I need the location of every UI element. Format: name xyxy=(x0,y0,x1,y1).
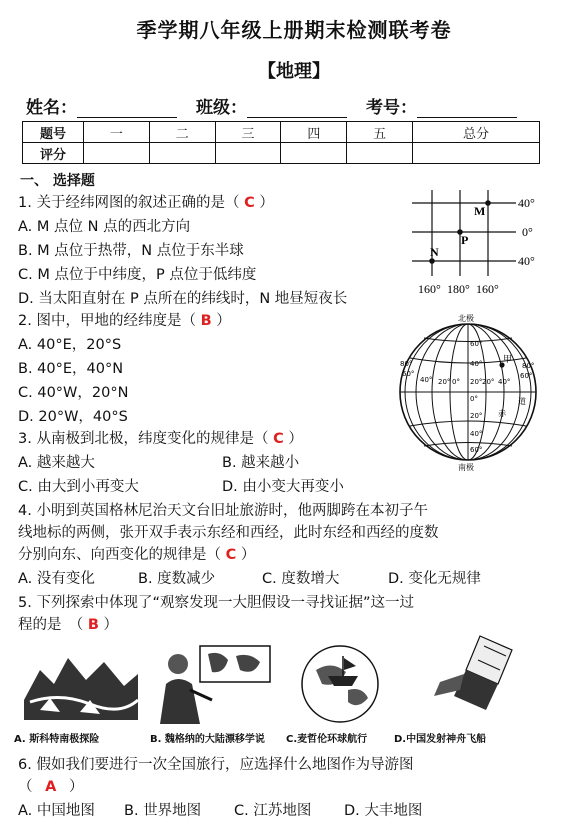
question-4-line: 4. 小明到英国格林尼治天文台旧址旅游时，他两脚跨在本初子午 xyxy=(18,503,428,519)
lat-mark: 0° xyxy=(470,395,478,403)
class-blank[interactable] xyxy=(247,101,347,118)
exam-no-label: 考号： xyxy=(366,98,417,118)
lon-mark: 20° xyxy=(482,378,495,386)
name-field[interactable] xyxy=(26,93,177,118)
answer-mark: A xyxy=(45,779,57,795)
point-label: M xyxy=(474,204,486,218)
option: C. 由大到小再变大 xyxy=(18,479,139,495)
answer-mark: C xyxy=(225,547,237,563)
antarctic-expedition-image xyxy=(20,640,142,726)
stem-text: 3. 从南极到北极，纬度变化的规律是（ xyxy=(18,431,269,447)
option: B. 度数减少 xyxy=(138,571,216,587)
lon-mark: 60° xyxy=(402,370,415,378)
option: A. M 点位 N 点的西北方向 xyxy=(18,219,191,235)
lon-mark: 60° xyxy=(520,372,533,380)
option: B. 世界地图 xyxy=(124,803,202,819)
class-label: 班级： xyxy=(196,98,247,118)
point-n xyxy=(429,258,435,264)
answer-mark: B xyxy=(87,617,99,633)
lat-label: 40° xyxy=(518,254,535,268)
image-caption: C.麦哲伦环球航行 xyxy=(286,734,368,745)
question-6-stem xyxy=(18,776,83,798)
option: B. M 点位于热带，N 点位于东半球 xyxy=(18,243,244,259)
continental-drift-image xyxy=(150,640,276,726)
option: D. 变化无规律 xyxy=(388,571,481,587)
lat-mark: 20° xyxy=(470,378,483,386)
exam-no-blank[interactable] xyxy=(417,101,517,118)
lat-lon-grid-figure xyxy=(398,186,548,298)
option: C. M 点位于中纬度，P 点位于低纬度 xyxy=(18,267,257,283)
equator-label: 赤 xyxy=(498,409,506,418)
table-row xyxy=(23,143,540,164)
table-cell: 二 xyxy=(149,122,215,143)
table-cell: 三 xyxy=(215,122,281,143)
stem-text: ） xyxy=(68,779,84,795)
section-heading: 一、 选择题 xyxy=(20,173,95,189)
option: C. 江苏地图 xyxy=(234,803,312,819)
option: D. 当太阳直射在 P 点所在的纬线时，N 地昼短夜长 xyxy=(18,291,348,307)
stem-text: ） xyxy=(216,313,231,329)
image-caption: D.中国发射神舟飞船 xyxy=(394,734,487,745)
north-pole-label: 北极 xyxy=(458,314,474,323)
table-cell: 一 xyxy=(84,122,150,143)
lon-label: 160° xyxy=(418,282,441,296)
option: A. 中国地图 xyxy=(18,803,95,819)
lat-label: 0° xyxy=(522,225,533,239)
row-label: 评分 xyxy=(23,143,84,164)
table-row xyxy=(23,122,540,143)
stem-text: 1. 关于经纬网图的叙述正确的是（ xyxy=(18,195,240,211)
row-label: 题号 xyxy=(23,122,84,143)
option: D. 20°W，40°S xyxy=(18,409,128,425)
score-cell[interactable] xyxy=(149,143,215,164)
lon-mark: 80° xyxy=(522,362,535,370)
score-cell[interactable] xyxy=(281,143,347,164)
question-3-stem xyxy=(18,428,303,450)
stem-text: ） xyxy=(103,617,119,633)
lon-label: 160° xyxy=(476,282,499,296)
question-4-line: 线地标的两侧，张开双手表示东经和西经，此时东经和西经的度数 xyxy=(18,525,439,541)
lon-mark: 40° xyxy=(498,378,511,386)
option: B. 40°E，40°N xyxy=(18,361,124,377)
lon-mark: 80° xyxy=(400,360,413,368)
score-cell[interactable] xyxy=(347,143,413,164)
lon-mark: 40° xyxy=(420,376,433,384)
lat-mark: 20° xyxy=(470,412,483,420)
question-5-line: 5. 下列探索中体现了“观察发现一大胆假设一寻找证据”这一过 xyxy=(18,595,414,611)
shenzhou-spacecraft-image xyxy=(420,630,520,726)
stem-text: ） xyxy=(288,431,303,447)
score-table xyxy=(22,121,540,164)
lon-mark: 0° xyxy=(452,378,460,386)
image-caption: B. 魏格纳的大陆漂移学说 xyxy=(150,734,265,745)
globe-mark-label: 甲 xyxy=(503,355,513,365)
point-label: N xyxy=(430,245,439,259)
option: C. 度数增大 xyxy=(262,571,340,587)
answer-mark: C xyxy=(244,195,255,211)
option: D. 大丰地图 xyxy=(344,803,423,819)
table-cell: 四 xyxy=(281,122,347,143)
image-caption: A. 斯科特南极探险 xyxy=(14,734,100,745)
lat-mark: 40° xyxy=(470,360,483,368)
lat-label: 40° xyxy=(518,196,535,210)
option: A. 没有变化 xyxy=(18,571,95,587)
circumnavigation-image xyxy=(288,640,396,726)
answer-mark: B xyxy=(200,313,212,329)
question-4-stem xyxy=(18,544,255,566)
score-cell[interactable] xyxy=(215,143,281,164)
answer-mark: C xyxy=(273,431,284,447)
table-cell: 五 xyxy=(347,122,413,143)
class-field[interactable] xyxy=(196,93,347,118)
option: C. 40°W，20°N xyxy=(18,385,129,401)
stem-text: 2. 图中，甲地的经纬度是（ xyxy=(18,313,196,329)
lon-label: 180° xyxy=(447,282,470,296)
lat-mark: 40° xyxy=(470,430,483,438)
stem-text: ） xyxy=(259,195,274,211)
question-5-stem xyxy=(18,614,118,636)
exam-title: 季学期八年级上册期末检测联考卷 xyxy=(136,18,452,42)
subject-title: 【地理】 xyxy=(258,61,330,82)
question-1-stem xyxy=(18,192,274,214)
name-blank[interactable] xyxy=(77,101,177,118)
lat-mark: 60° xyxy=(470,340,483,348)
lat-mark: 60° xyxy=(470,446,483,454)
stem-text: ） xyxy=(240,547,256,563)
stem-text: （ xyxy=(18,779,33,795)
option: A. 越来越大 xyxy=(18,455,95,471)
score-cell[interactable] xyxy=(413,143,540,164)
name-label: 姓名： xyxy=(26,98,77,118)
globe-figure xyxy=(388,308,548,474)
stem-text: 程的是 （ xyxy=(18,617,84,633)
point-m xyxy=(485,200,491,206)
point-label: P xyxy=(461,233,469,247)
lon-mark: 20° xyxy=(438,378,451,386)
equator-label: 道 xyxy=(518,397,526,406)
exam-no-field[interactable] xyxy=(366,93,517,118)
stem-text: 分别向东、向西变化的规律是（ xyxy=(18,547,221,563)
south-pole-label: 南极 xyxy=(458,463,474,472)
option: B. 越来越小 xyxy=(222,455,300,471)
option: A. 40°E，20°S xyxy=(18,337,122,353)
score-cell[interactable] xyxy=(84,143,150,164)
question-6-line: 6. 假如我们要进行一次全国旅行，应选择什么地图作为导游图 xyxy=(18,757,414,773)
table-cell: 总分 xyxy=(413,122,540,143)
question-2-stem xyxy=(18,310,231,332)
option: D. 由小变大再变小 xyxy=(222,479,344,495)
